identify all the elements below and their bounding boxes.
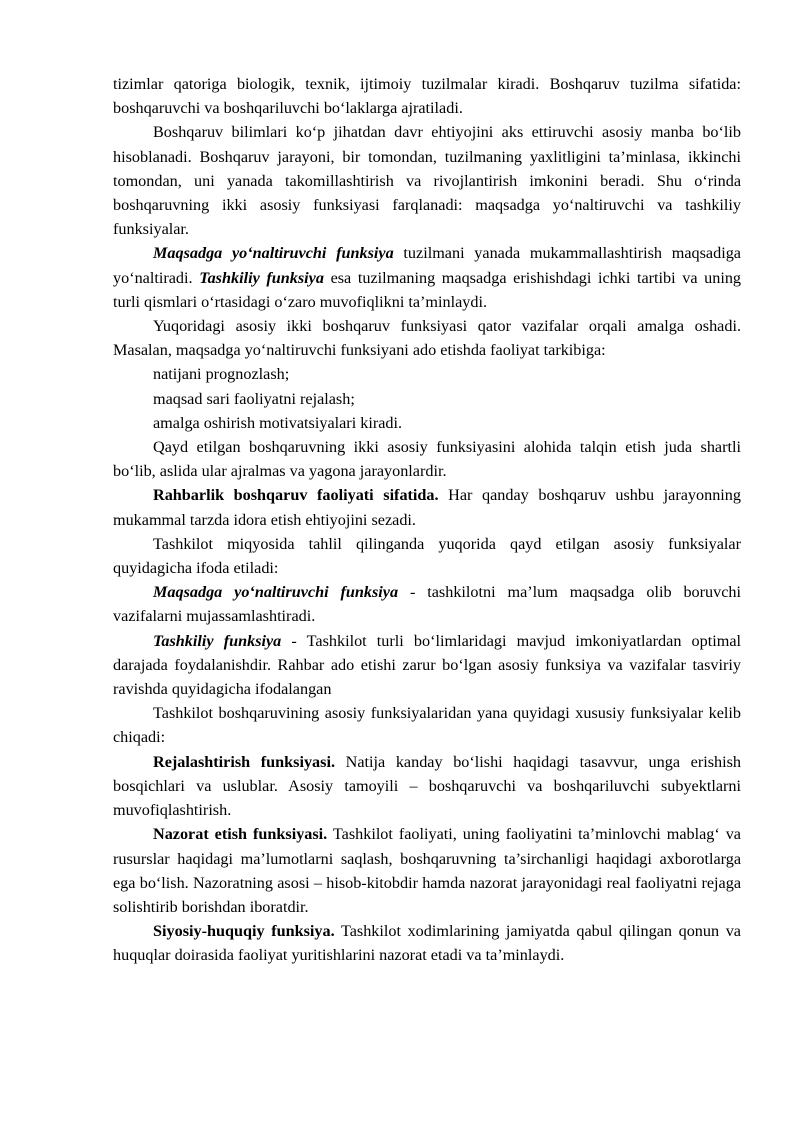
list-item-planning: maqsad sari faoliyatni rejalash; <box>153 389 355 408</box>
paragraph-text: Har qanday boshqaruv ushbu jarayonning mukammal tarzda idora etish ehtiyojini sezadi. <box>113 486 741 529</box>
document-page <box>113 72 741 968</box>
paragraph-political-legal-function <box>113 919 741 967</box>
paragraph-text: Tashkilot xodimlarining jamiyatda qabul qilingan qonun va huquqlar doirasida faoliyat yuritishlarini nazorat etadi va ta’minlaydi. <box>113 922 741 965</box>
term-goal-oriented-function: Maqsadga yo‘naltiruvchi funksiya <box>153 244 394 263</box>
paragraph-functions-tasks: Yuqoridagi asosiy ikki boshqaruv funksiyasi qator vazifalar orqali amalga oshadi. Masalan, maqsadga yo‘naltiruvchi funksiyani ado etishda faoliyat tarkibiga: <box>113 317 741 360</box>
paragraph-intro-continuation: tizimlar qatoriga biologik, texnik, ijtimoiy tuzilmalar kiradi. Boshqaruv tuzilma sifatida: boshqaruvchi va boshqariluvchi bo‘laklarga ajratiladi. <box>113 75 741 118</box>
term-political-legal-function: Siyosiy-huquqiy funksiya. <box>153 922 335 941</box>
paragraph-text: esa tuzilmaning maqsadga erishishdagi ichki tartibi va uning turli qismlari o‘rtasidagi o‘zaro muvofiqlikni ta’minlaydi. <box>113 268 742 311</box>
paragraph-particular-functions: Tashkilot boshqaruvining asosiy funksiyalaridan yana quyidagi xususiy funksiyalar kelib chiqadi: <box>113 704 741 747</box>
paragraph-text: - Tashkilot turli bo‘limlaridagi mavjud imkoniyatlardan optimal darajada foydalanishdir. Rahbar ado etishi zarur bo‘lgan asosiy funksiya va vazifalar tasviriy ravishda quyidagicha ifodalangan <box>113 631 742 699</box>
paragraph-goal-function-org <box>113 580 741 628</box>
term-control-function: Nazorat etish funksiyasi. <box>153 825 328 844</box>
paragraph-text: Tashkilot faoliyati, uning faoliyatini ta’minlovchi mablag‘ va rusurslar haqidagi ma’lumotlarni saqlash, boshqaruvning ta’sirchanligi haqidagi axborotlarga ega bo‘lish. Nazoratning asosi – hisob-kitobdir hamda nazorat jarayonidagi real faoliyatni rejaga solishtirib borishdan iboratdir. <box>113 825 741 916</box>
term-organizational-function: Tashkiliy funksiya <box>199 268 324 287</box>
paragraph-leadership <box>113 483 741 531</box>
paragraph-organizational-function-org <box>113 629 741 702</box>
term-organizational-function: Tashkiliy funksiya <box>153 631 282 650</box>
paragraph-organization-scope: Tashkilot miqyosida tahlil qilinganda yuqorida qayd etilgan asosiy funksiyalar quyidagicha ifoda etiladi: <box>113 534 741 578</box>
list-item-motivation: amalga oshirish motivatsiyalari kiradi. <box>153 413 403 432</box>
list-item-forecasting: natijani prognozlash; <box>153 365 290 384</box>
term-goal-oriented-function: Maqsadga yo‘naltiruvchi funksiya <box>153 583 399 602</box>
paragraph-management-knowledge: Boshqaruv bilimlari ko‘p jihatdan davr ehtiyojini aks ettiruvchi asosiy manba bo‘lib hisoblanadi. Boshqaruv jarayoni, bir tomondan, tuzilmaning yaxlitligini ta’minlasa, ikkinchi tomondan, uni yanada takomillashtirish va rivojlantirish imkonini beradi. Shu o‘rinda boshqaruvning ikki asosiy funksiyasi farqlanadi: maqsadga yo‘naltiruvchi va tashkiliy funksiyalar. <box>113 123 741 239</box>
paragraph-function-definitions <box>113 241 741 314</box>
paragraph-text: Natija kanday bo‘lishi haqidagi tasavvur, unga erishish bosqichlari va uslublar. Asosiy tamoyili – boshqaruvchi va boshqariluvchi subyektlarni muvofiqlashtirish. <box>113 752 742 820</box>
paragraph-text: - tashkilotni ma’lum maqsadga olib boruvchi vazifalarni mujassamlashtiradi. <box>113 583 741 626</box>
term-leadership: Rahbarlik boshqaruv faoliyati sifatida. <box>153 486 439 505</box>
paragraph-text: tuzilmani yanada mukammallashtirish maqsadiga yo‘naltiradi. <box>113 244 741 287</box>
paragraph-planning-function <box>113 750 741 823</box>
paragraph-control-function <box>113 822 741 919</box>
paragraph-conditional-interpretation: Qayd etilgan boshqaruvning ikki asosiy funksiyasini alohida talqin etish juda shartli bo‘lib, aslida ular ajralmas va yagona jarayonlardir. <box>113 438 741 481</box>
term-planning-function: Rejalashtirish funksiyasi. <box>153 752 335 771</box>
